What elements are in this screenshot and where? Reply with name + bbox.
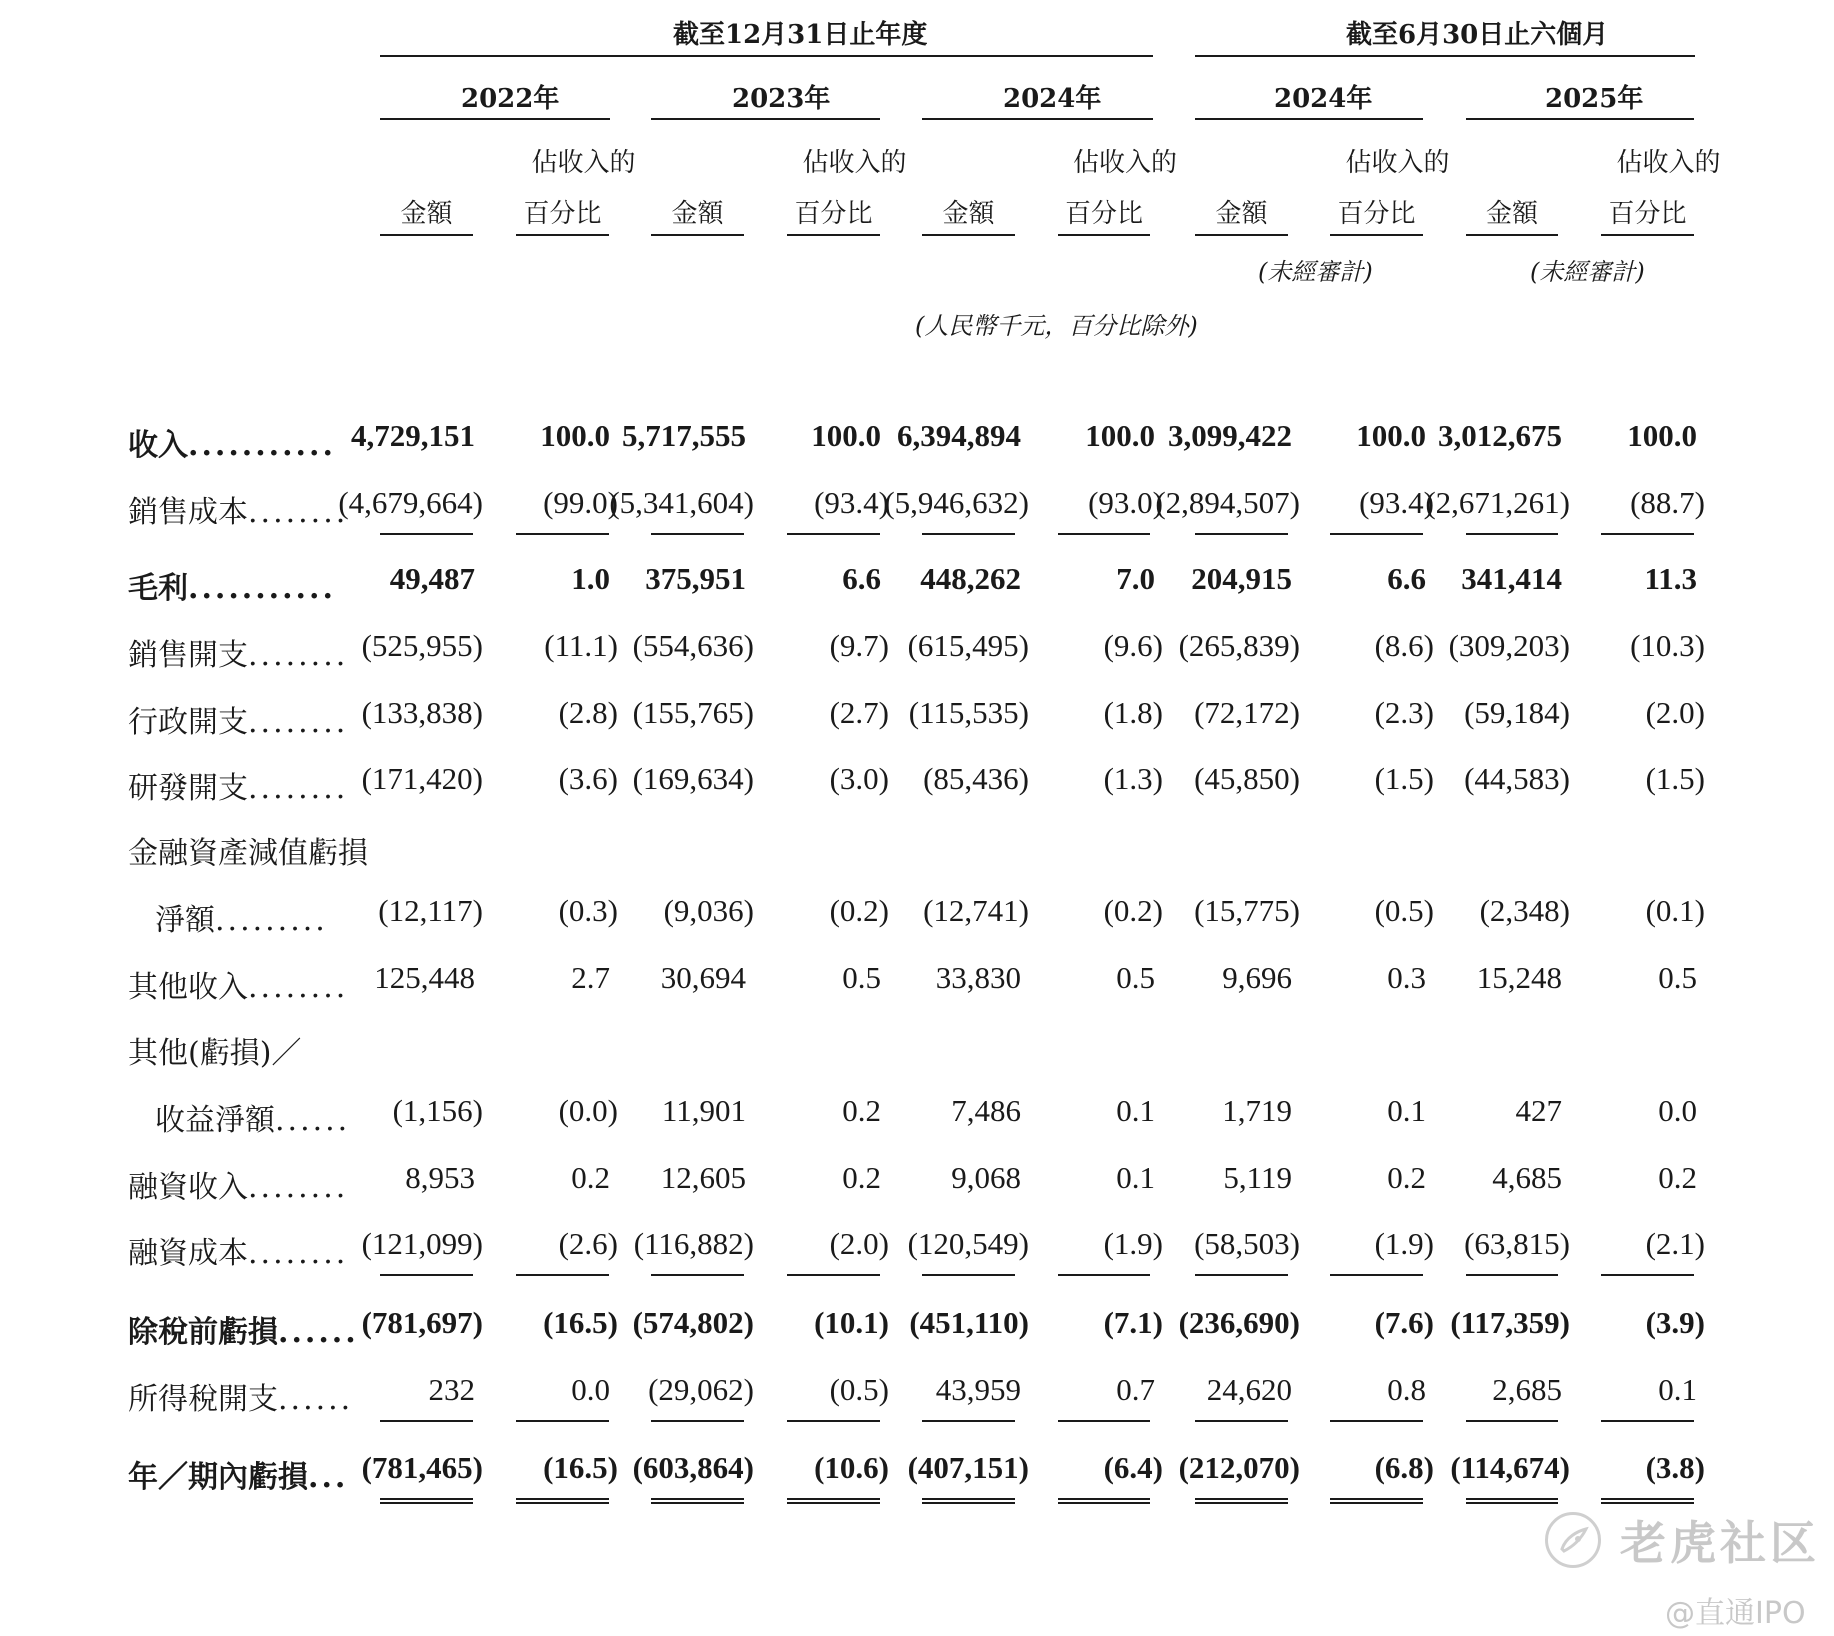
row-leader-dots: ........ (248, 705, 349, 740)
row-label (128, 563, 336, 607)
pct-cell: (16.5) (543, 1450, 618, 1485)
pct-col-header-line1: 佔收入的 (1616, 148, 1721, 178)
pct-cell: 0.8 (1387, 1372, 1426, 1407)
amount-cell: 375,951 (645, 561, 746, 596)
col-header-rule (1330, 234, 1423, 236)
pct-cell: (11.1) (544, 628, 618, 663)
row-leader-dots: ........ (248, 495, 349, 530)
pct-cell: (1.5) (1374, 761, 1434, 796)
row-label-text: 其他收入 (128, 970, 248, 1005)
row-label-text: 金融資產減值虧損 (128, 836, 368, 871)
pct-cell: (6.4) (1103, 1450, 1163, 1485)
subtotal-underline (922, 1274, 1015, 1276)
amount-col-header: 金額 (1486, 199, 1539, 229)
row-leader-dots: ........ (248, 771, 349, 806)
total-double-underline (1330, 1498, 1423, 1504)
amount-cell: (236,690) (1178, 1305, 1300, 1340)
total-double-underline (922, 1498, 1015, 1504)
total-double-underline (1058, 1498, 1150, 1504)
amount-cell: (265,839) (1178, 628, 1300, 663)
amount-cell: (44,583) (1464, 761, 1570, 796)
total-double-underline (380, 1498, 473, 1504)
pct-col-header-line1: 佔收入的 (802, 148, 907, 178)
row-label-text: 銷售開支 (128, 638, 248, 673)
pct-col-header-line1: 佔收入的 (1073, 148, 1178, 178)
pct-cell: 6.6 (1387, 561, 1426, 596)
amount-cell: 9,068 (951, 1160, 1021, 1195)
amount-cell: 9,696 (1222, 960, 1292, 995)
subtotal-underline (1466, 1420, 1558, 1422)
pct-cell: (2.1) (1645, 1226, 1705, 1261)
pct-cell: 100.0 (1085, 418, 1155, 453)
amount-cell: 2,685 (1492, 1372, 1562, 1407)
year-header-rule (651, 118, 880, 120)
amount-col-header: 金額 (671, 199, 724, 229)
row-leader-dots: ........ (248, 1170, 349, 1205)
amount-cell: (114,674) (1450, 1450, 1570, 1485)
pct-cell: (88.7) (1630, 485, 1705, 520)
subtotal-underline (516, 1420, 609, 1422)
watermark-logo (1545, 1512, 1601, 1568)
amount-cell: 427 (1515, 1093, 1562, 1128)
pct-cell: 0.7 (1116, 1372, 1155, 1407)
pct-cell: (1.8) (1103, 695, 1163, 730)
year-header: 2024年 (1003, 84, 1102, 114)
pct-cell: 0.2 (842, 1160, 881, 1195)
col-header-rule (651, 234, 744, 236)
amount-cell: (781,697) (361, 1305, 483, 1340)
pct-cell: 0.2 (571, 1160, 610, 1195)
subtotal-underline (516, 533, 609, 535)
pct-cell: (9.6) (1103, 628, 1163, 663)
pct-col-header-line1: 佔收入的 (531, 148, 636, 178)
pct-cell: (10.6) (814, 1450, 889, 1485)
amount-cell: 4,685 (1492, 1160, 1562, 1195)
year-header: 2024年 (1274, 84, 1373, 114)
amount-cell: 448,262 (920, 561, 1021, 596)
subtotal-underline (1330, 533, 1423, 535)
pct-cell: (7.1) (1103, 1305, 1163, 1340)
year-header: 2023年 (732, 84, 831, 114)
row-leader-dots: ........... (188, 428, 336, 463)
amount-cell: 30,694 (660, 960, 746, 995)
amount-cell: 15,248 (1476, 960, 1562, 995)
year-header-rule (922, 118, 1153, 120)
amount-cell: (309,203) (1448, 628, 1570, 663)
pct-cell: (99.0) (543, 485, 618, 520)
col-header-rule (922, 234, 1015, 236)
subtotal-underline (1195, 1420, 1288, 1422)
row-label-text: 研發開支 (128, 771, 248, 806)
amount-cell: 43,959 (935, 1372, 1021, 1407)
amount-cell: 33,830 (935, 960, 1021, 995)
amount-cell: (45,850) (1194, 761, 1300, 796)
amount-cell: (169,634) (632, 761, 754, 796)
pct-cell: (0.2) (1103, 893, 1163, 928)
pct-cell: 0.5 (1116, 960, 1155, 995)
row-label-text: 融資成本 (128, 1236, 248, 1271)
total-double-underline (1466, 1498, 1558, 1504)
amount-cell: (59,184) (1464, 695, 1570, 730)
amount-cell: 8,953 (405, 1160, 475, 1195)
pct-cell: (16.5) (543, 1305, 618, 1340)
row-label-text: 淨額 (155, 903, 215, 938)
row-label (155, 1095, 350, 1139)
pct-cell: (93.4) (1359, 485, 1434, 520)
amount-cell: (120,549) (907, 1226, 1029, 1261)
row-label (128, 962, 348, 1006)
year-header-rule (1195, 118, 1423, 120)
pct-cell: (0.5) (829, 1372, 889, 1407)
amount-cell: 12,605 (660, 1160, 746, 1195)
subtotal-underline (651, 1274, 744, 1276)
pct-cell: 0.5 (842, 960, 881, 995)
subtotal-underline (1330, 1420, 1423, 1422)
subtotal-underline (1058, 1274, 1150, 1276)
row-label-text: 銷售成本 (128, 495, 248, 530)
subtotal-underline (1601, 533, 1694, 535)
total-double-underline (1195, 1498, 1288, 1504)
pct-col-header-line2: 百分比 (523, 199, 602, 229)
row-leader-dots: ......... (215, 903, 328, 938)
amount-cell: (2,348) (1479, 893, 1570, 928)
amount-cell: (451,110) (909, 1305, 1029, 1340)
amount-cell: (4,679,664) (338, 485, 483, 520)
col-header-rule (516, 234, 609, 236)
amount-cell: (12,117) (378, 893, 483, 928)
pct-cell: 0.0 (571, 1372, 610, 1407)
row-label (128, 1307, 359, 1351)
subtotal-underline (1195, 533, 1288, 535)
amount-cell: 3,012,675 (1438, 418, 1562, 453)
amount-cell: (15,775) (1194, 893, 1300, 928)
amount-cell: 341,414 (1461, 561, 1562, 596)
pct-cell: 2.7 (571, 960, 610, 995)
amount-cell: (29,062) (648, 1372, 754, 1407)
row-leader-dots: ........ (248, 970, 349, 1005)
pct-cell: (2.6) (558, 1226, 618, 1261)
total-double-underline (651, 1498, 744, 1504)
row-label (128, 487, 348, 531)
pct-cell: 0.1 (1116, 1160, 1155, 1195)
pct-cell: 0.2 (842, 1093, 881, 1128)
pct-cell: (0.1) (1645, 893, 1705, 928)
pct-cell: (3.8) (1645, 1450, 1705, 1485)
pct-cell: 0.2 (1387, 1160, 1426, 1195)
pct-cell: 0.2 (1658, 1160, 1697, 1195)
watermark-source: @直通IPO (1665, 1596, 1806, 1631)
row-leader-dots: ...... (278, 1315, 359, 1350)
pct-cell: (6.8) (1374, 1450, 1434, 1485)
row-label (128, 828, 368, 872)
row-leader-dots: ...... (275, 1103, 351, 1138)
pct-cell: 100.0 (540, 418, 610, 453)
row-label (128, 763, 348, 807)
row-label-text: 所得稅開支 (128, 1382, 278, 1417)
amount-cell: (212,070) (1178, 1450, 1300, 1485)
col-header-rule (1058, 234, 1150, 236)
subtotal-underline (787, 1274, 880, 1276)
total-double-underline (1601, 1498, 1694, 1504)
row-leader-dots: ........... (188, 571, 336, 606)
row-label-text: 融資收入 (128, 1170, 248, 1205)
amount-cell: (5,341,604) (609, 485, 754, 520)
subtotal-underline (1601, 1420, 1694, 1422)
amount-cell: (133,838) (361, 695, 483, 730)
pct-col-header-line2: 百分比 (1337, 199, 1416, 229)
amount-cell: 5,717,555 (622, 418, 746, 453)
amount-cell: (155,765) (632, 695, 754, 730)
pct-cell: (2.7) (829, 695, 889, 730)
subtotal-underline (1466, 533, 1558, 535)
subtotal-underline (787, 1420, 880, 1422)
pct-cell: (93.4) (814, 485, 889, 520)
subtotal-underline (380, 1420, 473, 1422)
year-header: 2022年 (461, 84, 560, 114)
total-double-underline (516, 1498, 609, 1504)
subtotal-underline (1601, 1274, 1694, 1276)
watermark-brand: 老虎社区 (1620, 1516, 1820, 1570)
row-label (128, 630, 348, 674)
amount-cell: (171,420) (361, 761, 483, 796)
amount-cell: (5,946,632) (884, 485, 1029, 520)
pct-cell: (1.5) (1645, 761, 1705, 796)
amount-cell: (525,955) (361, 628, 483, 663)
amount-cell: 125,448 (374, 960, 475, 995)
row-label-text: 除稅前虧損 (128, 1315, 278, 1350)
amount-cell: 204,915 (1191, 561, 1292, 596)
col-header-rule (380, 234, 473, 236)
row-label-text: 收入 (128, 428, 188, 463)
row-label-text: 毛利 (128, 571, 188, 606)
row-label (128, 1028, 301, 1072)
amount-cell: (63,815) (1464, 1226, 1570, 1261)
amount-cell: (115,535) (908, 695, 1029, 730)
unaudited-note-2024: (未經審計) (1258, 258, 1373, 286)
subtotal-underline (787, 533, 880, 535)
pct-cell: (1.9) (1374, 1226, 1434, 1261)
pct-cell: (1.3) (1103, 761, 1163, 796)
row-label (128, 420, 336, 464)
pct-cell: (10.1) (814, 1305, 889, 1340)
row-leader-dots: ...... (278, 1382, 354, 1417)
subtotal-underline (1195, 1274, 1288, 1276)
amount-cell: (116,882) (633, 1226, 754, 1261)
period-header-interim: 截至6月30日止六個月 (1346, 20, 1609, 50)
subtotal-underline (1058, 1420, 1150, 1422)
pct-col-header-line2: 百分比 (1608, 199, 1687, 229)
amount-cell: 4,729,151 (351, 418, 475, 453)
amount-cell: 1,719 (1222, 1093, 1292, 1128)
pct-cell: 11.3 (1644, 561, 1697, 596)
row-leader-dots: ........ (248, 1236, 349, 1271)
pct-cell: (9.7) (829, 628, 889, 663)
year-header-rule (380, 118, 610, 120)
pct-cell: (8.6) (1374, 628, 1434, 663)
pct-cell: 0.5 (1658, 960, 1697, 995)
col-header-rule (1466, 234, 1558, 236)
pct-cell: (2.8) (558, 695, 618, 730)
amount-cell: (121,099) (361, 1226, 483, 1261)
pct-cell: (0.2) (829, 893, 889, 928)
pct-cell: (2.3) (1374, 695, 1434, 730)
pct-cell: (0.3) (558, 893, 618, 928)
pct-cell: 0.3 (1387, 960, 1426, 995)
pct-cell: 0.0 (1658, 1093, 1697, 1128)
pct-cell: (3.0) (829, 761, 889, 796)
row-label (128, 697, 348, 741)
amount-cell: (85,436) (923, 761, 1029, 796)
pct-cell: 0.1 (1658, 1372, 1697, 1407)
amount-cell: 7,486 (951, 1093, 1021, 1128)
amount-cell: 3,099,422 (1168, 418, 1292, 453)
subtotal-underline (516, 1274, 609, 1276)
col-header-rule (1601, 234, 1694, 236)
col-header-rule (1195, 234, 1288, 236)
subtotal-underline (1466, 1274, 1558, 1276)
row-label (155, 895, 328, 939)
col-header-rule (787, 234, 880, 236)
subtotal-underline (380, 533, 473, 535)
pct-col-header-line2: 百分比 (794, 199, 873, 229)
pct-cell: (7.6) (1374, 1305, 1434, 1340)
amount-col-header: 金額 (942, 199, 995, 229)
subtotal-underline (651, 1420, 744, 1422)
pct-cell: (1.9) (1103, 1226, 1163, 1261)
amount-cell: (603,864) (632, 1450, 754, 1485)
pct-cell: 100.0 (1627, 418, 1697, 453)
pct-cell: 7.0 (1116, 561, 1155, 596)
pct-cell: (0.0) (558, 1093, 618, 1128)
amount-cell: 6,394,894 (897, 418, 1021, 453)
row-label-text: 行政開支 (128, 705, 248, 740)
total-double-underline (787, 1498, 880, 1504)
amount-cell: (554,636) (632, 628, 754, 663)
amount-cell: (72,172) (1194, 695, 1300, 730)
row-label (128, 1162, 348, 1206)
row-label (128, 1452, 348, 1496)
row-label (128, 1374, 353, 1418)
subtotal-underline (651, 533, 744, 535)
amount-cell: (9,036) (663, 893, 754, 928)
pct-cell: 0.1 (1387, 1093, 1426, 1128)
subtotal-underline (922, 1420, 1015, 1422)
pct-cell: (2.0) (829, 1226, 889, 1261)
tiger-logo-icon (1548, 1515, 1598, 1565)
pct-cell: 6.6 (842, 561, 881, 596)
amount-col-header: 金額 (1215, 199, 1268, 229)
currency-note: (人民幣千元，百分比除外) (915, 312, 1198, 340)
amount-cell: (407,151) (907, 1450, 1029, 1485)
amount-cell: 232 (428, 1372, 475, 1407)
pct-cell: 1.0 (571, 561, 610, 596)
pct-cell: (10.3) (1630, 628, 1705, 663)
row-label-text: 年／期內虧損 (128, 1460, 308, 1495)
pct-cell: (3.9) (1645, 1305, 1705, 1340)
pct-col-header-line2: 百分比 (1065, 199, 1144, 229)
amount-cell: 24,620 (1206, 1372, 1292, 1407)
amount-cell: (2,894,507) (1155, 485, 1300, 520)
pct-cell: (2.0) (1645, 695, 1705, 730)
pct-cell: 0.1 (1116, 1093, 1155, 1128)
amount-cell: 49,487 (389, 561, 475, 596)
row-label (128, 1228, 348, 1272)
amount-cell: (574,802) (632, 1305, 754, 1340)
pct-cell: 100.0 (1356, 418, 1426, 453)
row-label-text: 收益淨額 (155, 1103, 275, 1138)
period-header-interim-rule (1195, 55, 1695, 57)
unaudited-note-2025: (未經審計) (1530, 258, 1645, 286)
amount-cell: (1,156) (392, 1093, 483, 1128)
pct-cell: (3.6) (558, 761, 618, 796)
pct-col-header-line1: 佔收入的 (1345, 148, 1450, 178)
amount-cell: 11,901 (661, 1093, 746, 1128)
amount-cell: (2,671,261) (1425, 485, 1570, 520)
subtotal-underline (1330, 1274, 1423, 1276)
amount-cell: (615,495) (907, 628, 1029, 663)
amount-cell: (117,359) (1450, 1305, 1570, 1340)
amount-cell: 5,119 (1223, 1160, 1292, 1195)
amount-col-header: 金額 (400, 199, 453, 229)
amount-cell: (58,503) (1194, 1226, 1300, 1261)
pct-cell: (93.0) (1088, 485, 1163, 520)
row-leader-dots: ... (308, 1460, 349, 1495)
period-header-annual-rule (380, 55, 1153, 57)
row-label-text: 其他(虧損)／ (128, 1036, 302, 1071)
subtotal-underline (922, 533, 1015, 535)
year-header: 2025年 (1545, 84, 1644, 114)
period-header-annual: 截至12月31日止年度 (673, 20, 928, 50)
amount-cell: (12,741) (923, 893, 1029, 928)
amount-cell: (781,465) (361, 1450, 483, 1485)
pct-cell: (0.5) (1374, 893, 1434, 928)
pct-cell: 100.0 (811, 418, 881, 453)
year-header-rule (1466, 118, 1694, 120)
subtotal-underline (1058, 533, 1150, 535)
row-leader-dots: ........ (248, 638, 349, 673)
subtotal-underline (380, 1274, 473, 1276)
